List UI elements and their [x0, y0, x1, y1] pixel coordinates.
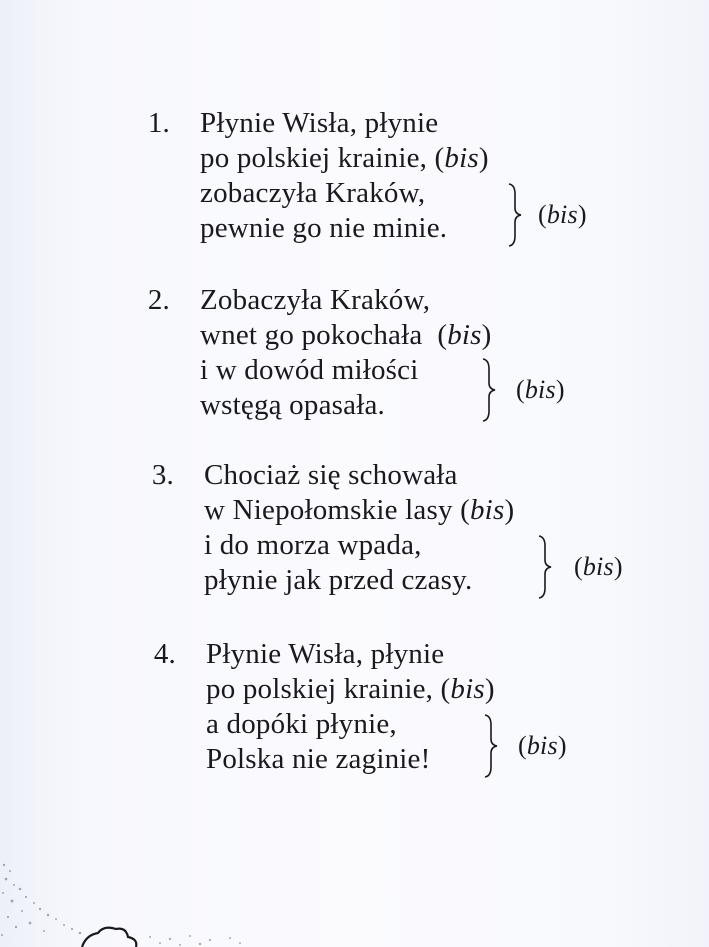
verse-text: w Niepołomskie lasy [204, 494, 453, 526]
repeat-marker-text: bis [582, 552, 614, 581]
scan-smudge [0, 827, 260, 947]
stanza-lines [200, 106, 489, 246]
verse-text: pewnie go nie minie. [200, 212, 448, 244]
stanza-number: 2. [147, 284, 170, 316]
repeat-marker: (bis) [440, 673, 495, 705]
verse-line [200, 318, 492, 353]
repeat-marker: (bis) [434, 142, 489, 174]
verse-line [204, 493, 514, 528]
verse-text: Polska nie zaginie! [206, 743, 431, 775]
stanza-number: 3. [151, 459, 174, 491]
brace-repeat-marker: (bis) [518, 731, 567, 760]
verse-line [204, 563, 514, 598]
verse-text: płynie jak przed czasy. [204, 564, 473, 596]
repeat-marker-text: bis [469, 494, 505, 526]
stanza-number: 4. [153, 638, 176, 670]
repeat-marker-text: bis [546, 200, 578, 229]
verse-line [204, 458, 514, 493]
verse-line [200, 283, 492, 318]
brace-repeat-marker: (bis) [516, 375, 565, 404]
verse-text: wnet go pokochała [200, 319, 423, 351]
repeat-marker-text: bis [447, 319, 482, 351]
verse-line [206, 637, 495, 672]
repeat-marker-text: bis [524, 375, 556, 404]
verse-line [206, 672, 495, 707]
repeat-marker-text: bis [450, 673, 485, 705]
verse-text: i do morza wpada, [204, 529, 422, 561]
verse-line [200, 176, 489, 211]
brace-repeat-marker: (bis) [538, 200, 587, 229]
verse-line [204, 528, 514, 563]
repeat-marker: (bis) [437, 319, 492, 351]
verse-text: po polskiej krainie, [200, 142, 428, 174]
verse-line [200, 388, 492, 423]
right-brace-icon [506, 182, 526, 248]
stanza-number: 1. [147, 107, 170, 139]
verse-text: Płynie Wisła, płynie [206, 638, 445, 670]
verse-line [200, 353, 492, 388]
repeat-marker: (bis) [460, 494, 515, 526]
stanza-lines [206, 637, 495, 777]
right-brace-icon [536, 534, 556, 600]
verse-text: zobaczyła Kraków, [200, 177, 426, 209]
verse-text: wstęgą opasała. [200, 389, 385, 421]
verse-line [200, 141, 489, 176]
verse-line [200, 211, 489, 246]
verse-line [206, 742, 495, 777]
verse-text: Płynie Wisła, płynie [200, 107, 439, 139]
verse-line [200, 106, 489, 141]
verse-text: Chociaż się schowała [204, 459, 458, 491]
right-brace-icon [480, 357, 500, 423]
right-brace-icon [482, 713, 502, 779]
repeat-marker-text: bis [526, 731, 558, 760]
stanza-lines [204, 458, 514, 598]
verse-text: po polskiej krainie, [206, 673, 434, 705]
brace-repeat-marker: (bis) [574, 552, 623, 581]
verse-text: a dopóki płynie, [206, 708, 397, 740]
verse-text: i w dowód miłości [200, 354, 419, 386]
verse-line [206, 707, 495, 742]
verse-text: Zobaczyła Kraków, [200, 284, 431, 316]
stanza-lines [200, 283, 492, 423]
repeat-marker-text: bis [444, 142, 479, 174]
